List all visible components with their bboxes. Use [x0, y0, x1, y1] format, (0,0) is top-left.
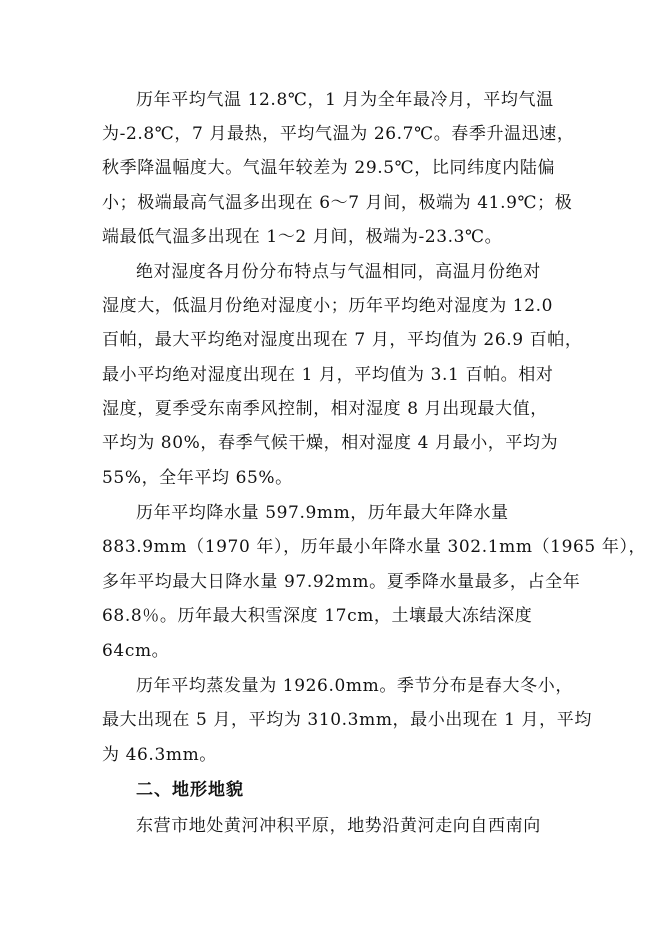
paragraph-humidity-line-7: 55%，全年平均 65%。 — [102, 468, 293, 488]
paragraph-temperature-line-2: 为-2.8℃，7 月最热，平均气温为 26.7℃。春季升温迅速， — [102, 124, 575, 144]
paragraph-humidity-line-4: 最小平均绝对湿度出现在 1 月，平均值为 3.1 百帕。相对 — [102, 365, 554, 385]
paragraph-evaporation-line-2: 最大出现在 5 月，平均为 310.3mm，最小出现在 1 月，平均 — [102, 710, 592, 730]
paragraph-evaporation-line-1: 历年平均蒸发量为 1926.0mm。季节分布是春大冬小， — [136, 676, 573, 696]
section-heading: 二、地形地貌 — [136, 780, 244, 800]
paragraph-temperature-line-1: 历年平均气温 12.8℃，1 月为全年最冷月，平均气温 — [136, 90, 554, 110]
paragraph-temperature-line-5: 端最低气温多出现在 1～2 月间，极端为-23.3℃。 — [102, 227, 503, 247]
paragraph-humidity-line-2: 湿度大，低温月份绝对湿度小；历年平均绝对湿度为 12.0 — [102, 296, 554, 316]
paragraph-precipitation-line-1: 历年平均降水量 597.9mm，历年最大年降水量 — [136, 503, 509, 523]
paragraph-humidity-line-1: 绝对湿度各月份分布特点与气温相同，高温月份绝对 — [136, 262, 541, 282]
paragraph-precipitation-line-5: 64cm。 — [102, 641, 170, 661]
paragraph-evaporation-line-3: 为 46.3mm。 — [102, 745, 217, 765]
paragraph-terrain-line-1: 东营市地处黄河冲积平原，地势沿黄河走向自西南向 — [136, 816, 541, 836]
paragraph-humidity-line-6: 平均为 80%，春季气候干燥，相对湿度 4 月最小，平均为 — [102, 433, 559, 453]
paragraph-temperature-line-4: 小；极端最高气温多出现在 6～7 月间，极端为 41.9℃；极 — [102, 193, 573, 213]
paragraph-humidity-line-5: 湿度，夏季受东南季风控制，相对湿度 8 月出现最大值， — [102, 399, 548, 419]
paragraph-precipitation-line-4: 68.8％。历年最大积雪深度 17cm，土壤最大冻结深度 — [102, 606, 533, 626]
paragraph-precipitation-line-3: 多年平均最大日降水量 97.92mm。夏季降水量最多，占全年 — [102, 572, 581, 592]
paragraph-humidity-line-3: 百帕，最大平均绝对湿度出现在 7 月，平均值为 26.9 百帕， — [102, 330, 583, 350]
paragraph-precipitation-line-2: 883.9mm（1970 年），历年最小年降水量 302.1mm（1965 年）， — [102, 537, 647, 557]
paragraph-temperature-line-3: 秋季降温幅度大。气温年较差为 29.5℃，比同纬度内陆偏 — [102, 158, 556, 178]
